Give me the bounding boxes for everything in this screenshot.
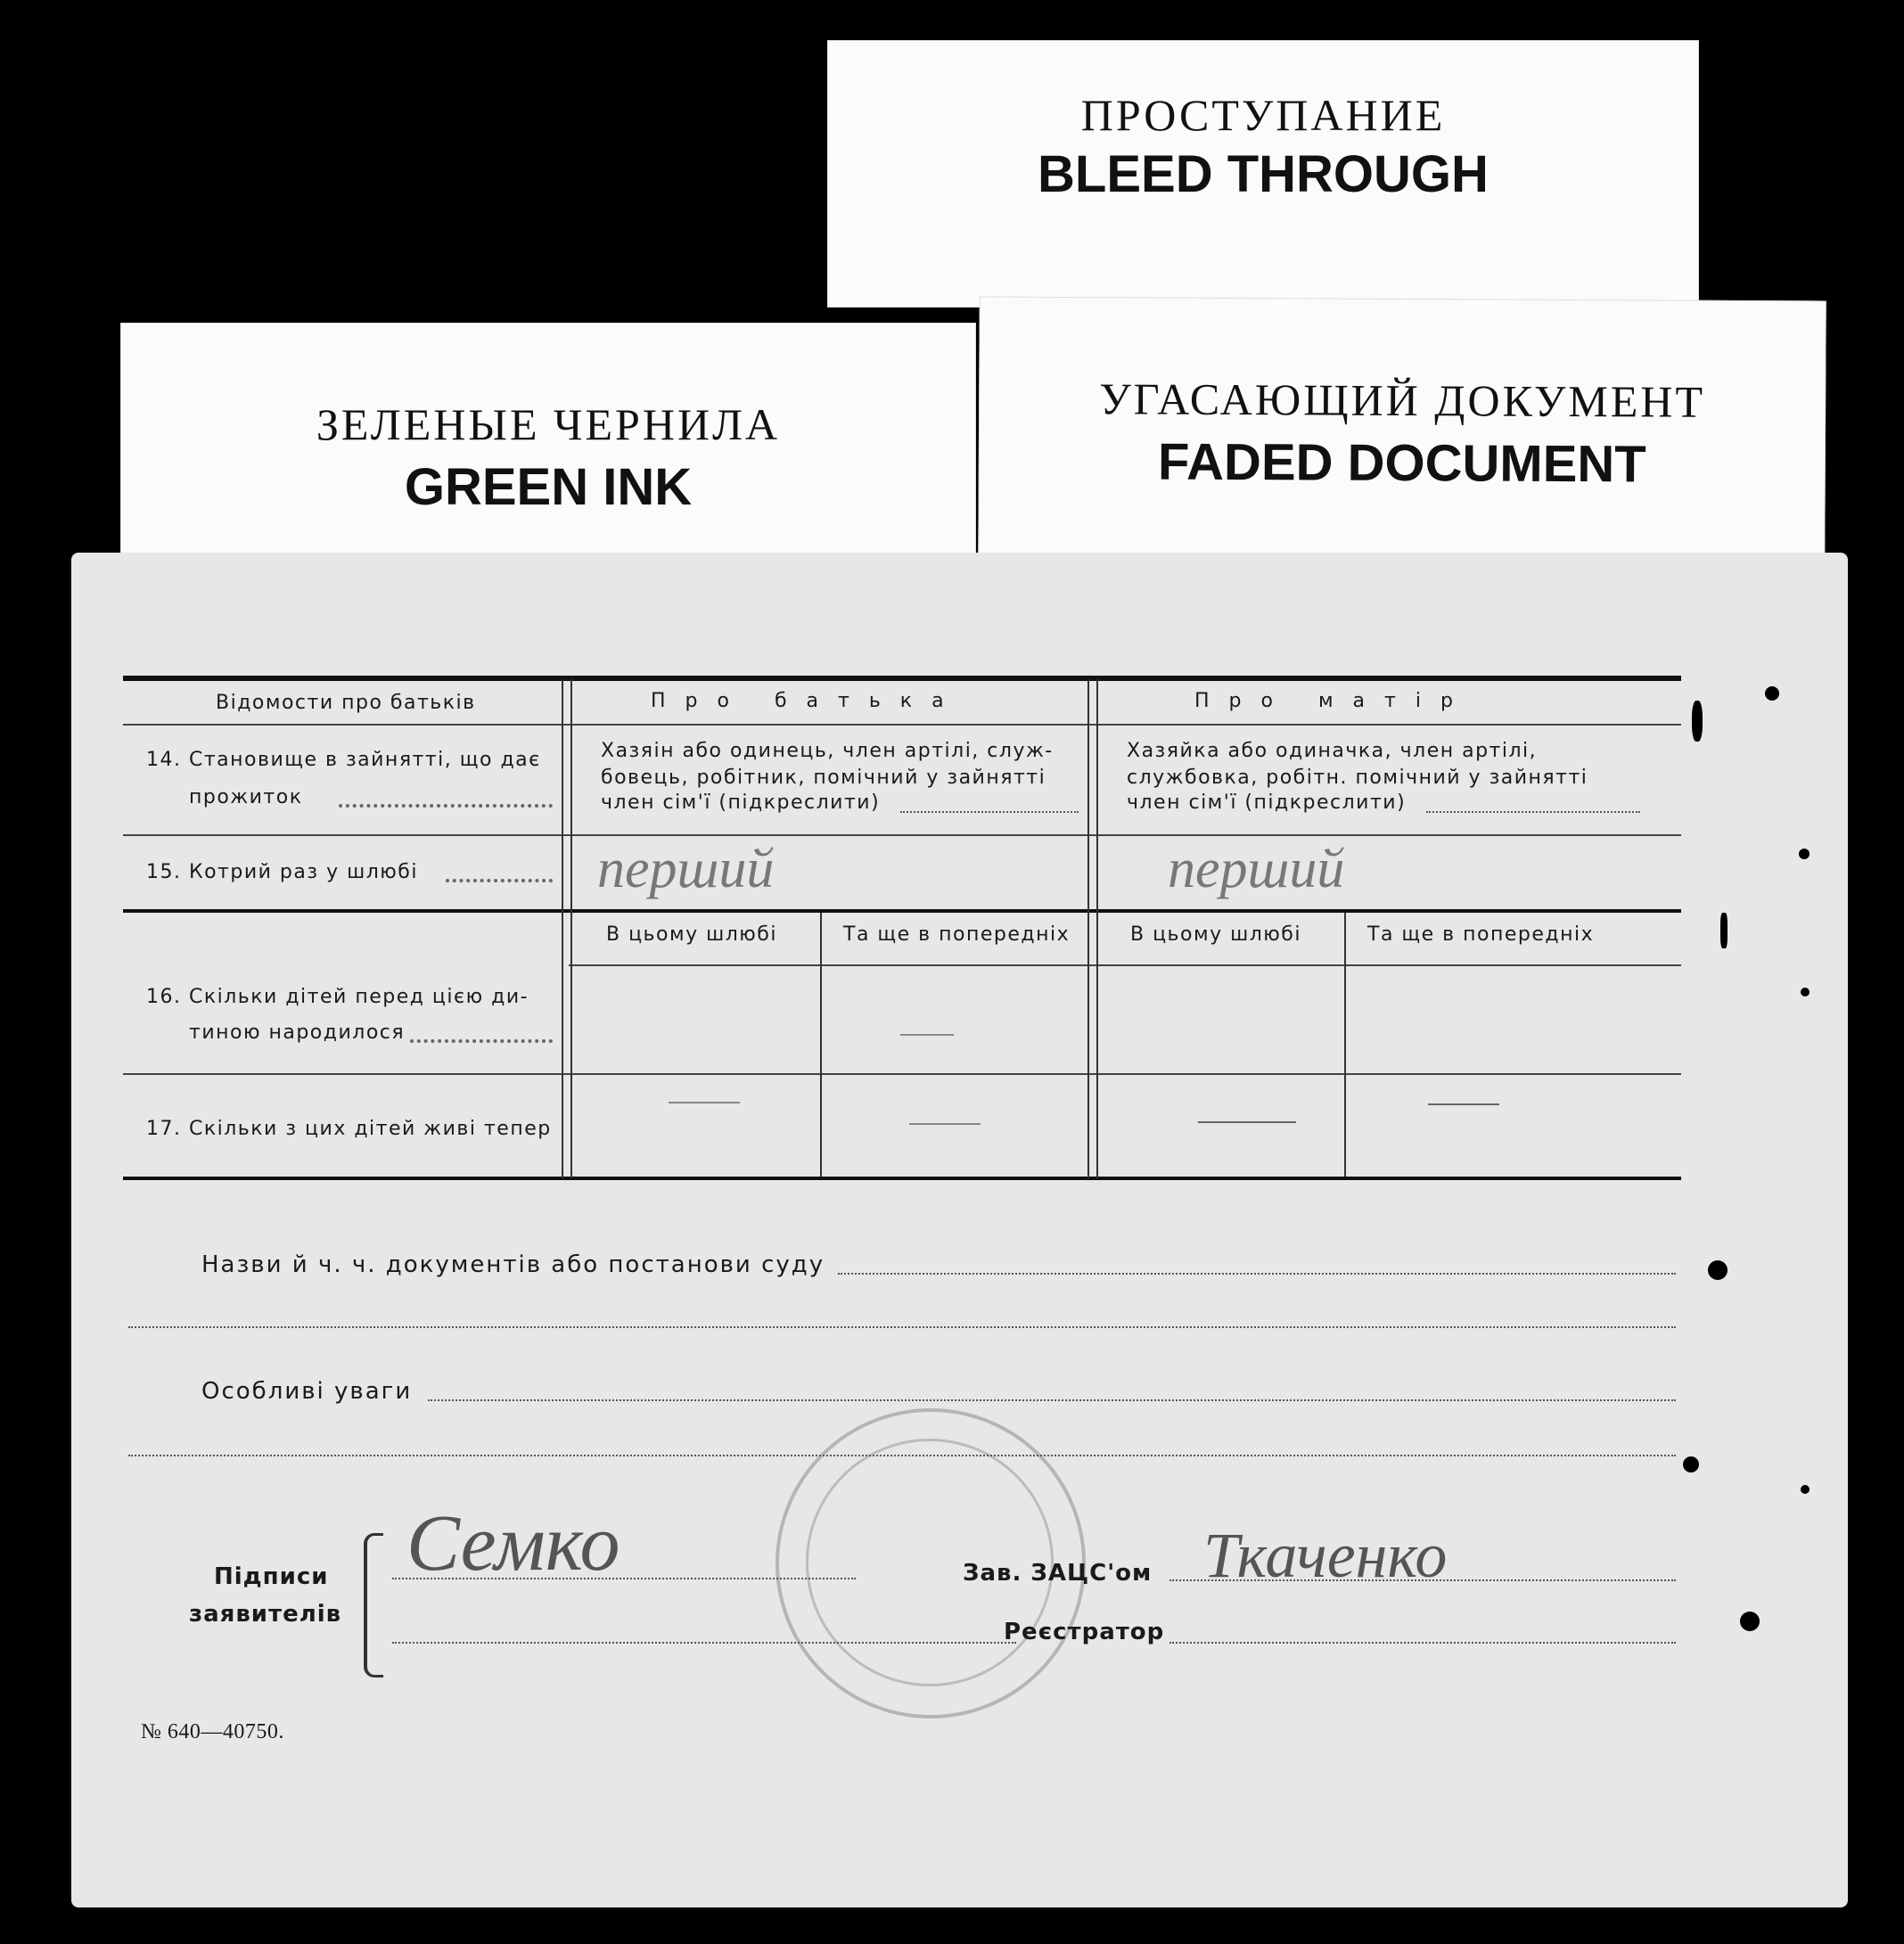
row14-father-line2: бовець, робітник, помічний у зайнятті (601, 767, 1046, 789)
row15-mother-value[interactable]: перший (1168, 839, 1345, 899)
row17-father-previous-dash[interactable] (909, 1123, 981, 1125)
father-previous-marriages: Та ще в попередніх (843, 923, 1071, 946)
table-top-rule (123, 676, 1681, 681)
bleed-through-card (827, 40, 1699, 308)
registrar-label: Реєстратор (1004, 1619, 1165, 1645)
row15-label: 15. Котрий раз у шлюбі (146, 861, 418, 883)
bleed-through-ru: ПРОСТУПАНИЕ (1080, 90, 1446, 140)
row16-label-dots (410, 1039, 553, 1043)
father-in-this-marriage: В цьому шлюбі (606, 923, 777, 946)
punch-hole (1765, 686, 1779, 701)
punch-hole (1683, 1456, 1699, 1472)
row14-mother-line3: член сім'ї (підкреслити) (1127, 792, 1407, 814)
column-divider-1 (562, 679, 572, 1178)
row16-father-previous-dash[interactable] (900, 1034, 954, 1036)
mother-previous-marriages: Та ще в попередніх (1367, 923, 1595, 946)
header-parents-info: Відомости про батьків (216, 692, 476, 714)
bleed-through-en: BLEED THROUGH (1038, 145, 1489, 203)
mother-in-this-marriage: В цьому шлюбі (1130, 923, 1301, 946)
signatures-brace (364, 1533, 383, 1677)
row16-bottom-rule (123, 1073, 1681, 1075)
remarks-label: Особливі уваги (201, 1378, 413, 1405)
row14-father-fill[interactable] (900, 811, 1079, 813)
punch-hole (1708, 1260, 1728, 1280)
applicant-signature-line2[interactable] (392, 1642, 1016, 1644)
faded-document-card (978, 297, 1826, 564)
row14-mother-line2: службовка, робітн. помічний у зайнятті (1127, 767, 1588, 789)
head-of-registry-label: Зав. ЗАЦС'ом (963, 1560, 1153, 1587)
punch-hole (1692, 701, 1703, 742)
head-signature: Ткаченко (1203, 1520, 1448, 1591)
children-header-rule (569, 964, 1681, 966)
row14-father-line3: член сім'ї (підкреслити) (601, 792, 881, 814)
documents-field-line2[interactable] (128, 1326, 1676, 1328)
row14-bottom-rule (123, 834, 1681, 836)
row15-label-dots (446, 879, 553, 882)
header-about-mother: Про матір (1194, 690, 1473, 712)
green-ink-ru: ЗЕЛЕНЫЕ ЧЕРНИЛА (316, 399, 781, 449)
form-number: № 640—40750. (141, 1720, 284, 1743)
green-ink-card (120, 323, 976, 563)
row15-father-value[interactable]: перший (597, 839, 775, 899)
row14-label-dots (339, 804, 553, 808)
green-ink-en: GREEN INK (404, 458, 693, 516)
header-about-father: Про батька (651, 690, 964, 712)
registrar-signature-line[interactable] (1169, 1642, 1676, 1644)
row16-label-line2: тиною народилося (189, 1021, 406, 1044)
row15-bottom-rule (123, 909, 1681, 913)
column-divider-mother-sub (1344, 913, 1346, 1177)
form-sheet (71, 553, 1848, 1907)
row16-label-line1: 16. Скільки дітей перед цією ди- (146, 986, 529, 1008)
row17-label: 17. Скільки з цих дітей живі тепер (146, 1118, 552, 1140)
remarks-field[interactable] (428, 1399, 1676, 1401)
row17-mother-this-dash[interactable] (1198, 1121, 1296, 1123)
documents-field[interactable] (838, 1273, 1676, 1275)
faded-document-ru: УГАСАЮЩИЙ ДОКУМЕНТ (1099, 373, 1706, 427)
column-divider-father-sub (820, 913, 822, 1177)
table-bottom-rule (123, 1177, 1681, 1180)
row17-mother-previous-dash[interactable] (1428, 1103, 1499, 1105)
row14-label-line1: 14. Становище в зайнятті, що дає (146, 749, 541, 771)
column-divider-2 (1087, 679, 1098, 1178)
punch-hole (1740, 1612, 1760, 1631)
faded-document-en: FADED DOCUMENT (1157, 432, 1646, 494)
punch-hole (1801, 988, 1810, 997)
row14-mother-line1: Хазяйка або одиначка, член артілі, (1127, 740, 1538, 762)
applicant-signature: Семко (406, 1499, 620, 1587)
documents-label: Назви й ч. ч. документів або постанови суду (201, 1251, 825, 1278)
signatures-label-line1: Підписи (214, 1563, 329, 1590)
punch-hole (1801, 1485, 1810, 1494)
row14-mother-fill[interactable] (1426, 811, 1640, 813)
punch-hole (1799, 849, 1810, 859)
signatures-label-line2: заявителів (189, 1601, 342, 1628)
row17-father-this-dash[interactable] (669, 1102, 740, 1103)
row14-father-line1: Хазяін або одинець, член артілі, служ- (601, 740, 1054, 762)
punch-hole (1720, 913, 1728, 948)
header-bottom-rule (123, 724, 1681, 726)
row14-label-line2: прожиток (189, 786, 303, 808)
